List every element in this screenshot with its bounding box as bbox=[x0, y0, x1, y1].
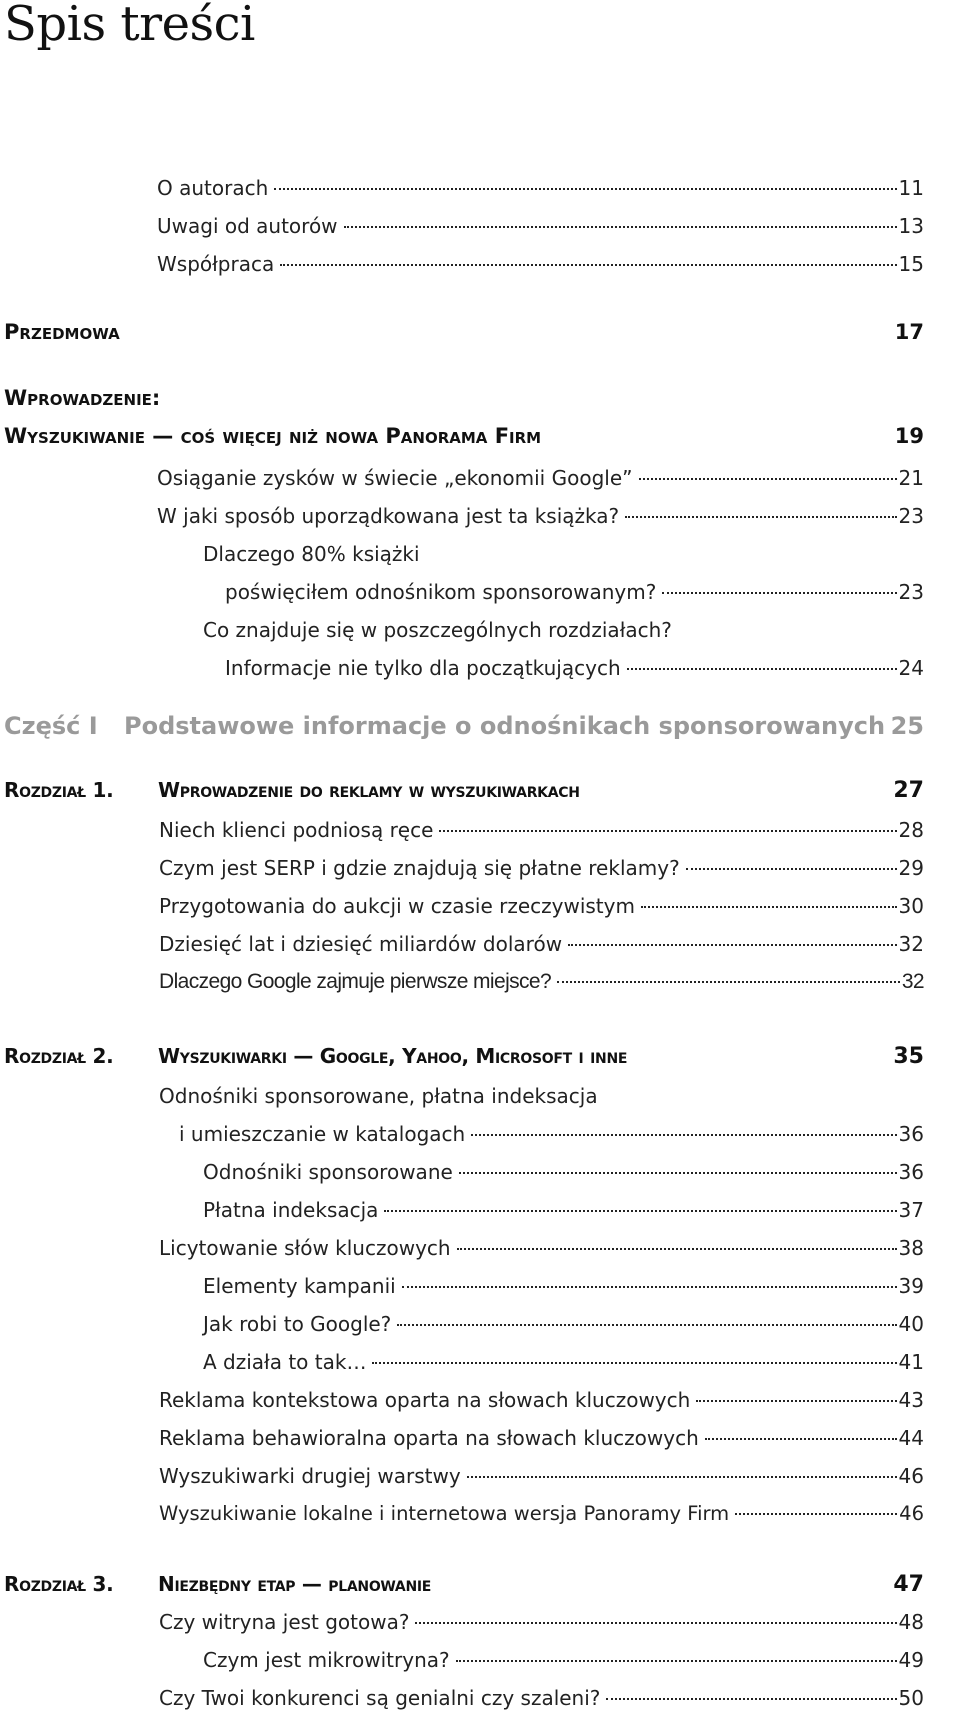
entry-title: Czym jest SERP i gdzie znajdują się płatne reklamy? bbox=[159, 856, 680, 880]
entry-title: Wyszukiwarki drugiej warstwy bbox=[159, 1464, 461, 1488]
entry-title: Licytowanie słów kluczowych bbox=[159, 1236, 451, 1260]
entry-title: Czy witryna jest gotowa? bbox=[159, 1610, 410, 1634]
toc-entry[interactable] bbox=[159, 1498, 924, 1530]
dot-leader bbox=[274, 180, 896, 190]
entry-title: Reklama kontekstowa oparta na słowach kluczowych bbox=[159, 1388, 691, 1412]
entry-title: Płatna indeksacja bbox=[203, 1198, 379, 1222]
part-page: 25 bbox=[890, 712, 924, 740]
entry-page: 13 bbox=[898, 214, 924, 238]
toc-entry[interactable] bbox=[203, 538, 924, 570]
entry-page: 24 bbox=[898, 656, 924, 680]
toc-entry[interactable] bbox=[203, 1194, 924, 1226]
toc-entry[interactable] bbox=[225, 576, 924, 608]
chapter-title: Wprowadzenie do reklamy w wyszukiwarkach bbox=[158, 778, 580, 802]
toc-entry[interactable] bbox=[157, 500, 924, 532]
entry-page: 23 bbox=[898, 504, 924, 528]
dot-leader bbox=[439, 822, 896, 832]
dot-leader bbox=[471, 1126, 896, 1136]
toc-entry[interactable] bbox=[159, 966, 924, 998]
entry-title: Czym jest mikrowitryna? bbox=[203, 1648, 450, 1672]
chapter-label: Rozdział 2. bbox=[4, 1044, 114, 1068]
part-title: Podstawowe informacje o odnośnikach sponsorowanych bbox=[124, 712, 886, 740]
chapter-title: Niezbędny etap — planowanie bbox=[158, 1572, 432, 1596]
toc-entry[interactable] bbox=[159, 1384, 924, 1416]
chapter-label: Rozdział 3. bbox=[4, 1572, 114, 1596]
entry-page: 41 bbox=[898, 1350, 924, 1374]
intro-heading-line2[interactable] bbox=[4, 420, 924, 452]
chapter-page: 27 bbox=[893, 778, 924, 803]
dot-leader bbox=[372, 1354, 896, 1364]
chapter-page: 35 bbox=[893, 1044, 924, 1069]
toc-entry[interactable] bbox=[157, 172, 924, 204]
toc-entry[interactable] bbox=[157, 462, 924, 494]
dot-leader bbox=[662, 584, 896, 594]
toc-entry[interactable] bbox=[203, 1308, 924, 1340]
dot-leader bbox=[344, 218, 897, 228]
toc-entry[interactable] bbox=[203, 1270, 924, 1302]
entry-page: 39 bbox=[898, 1274, 924, 1298]
heading-title: Wprowadzenie: bbox=[4, 386, 161, 410]
entry-page: 49 bbox=[898, 1648, 924, 1672]
entry-page: 50 bbox=[898, 1686, 924, 1710]
preface-heading[interactable] bbox=[4, 316, 924, 348]
dot-leader bbox=[606, 1690, 896, 1700]
dot-leader bbox=[735, 1505, 897, 1515]
toc-entry[interactable] bbox=[159, 928, 924, 960]
chapter-heading[interactable] bbox=[4, 1568, 924, 1600]
entry-title: Co znajduje się w poszczególnych rozdziałach? bbox=[203, 618, 672, 642]
dot-leader bbox=[397, 1316, 896, 1326]
intro-heading-line1[interactable] bbox=[4, 382, 924, 414]
heading-page: 19 bbox=[894, 424, 924, 448]
page-title: Spis treści bbox=[4, 0, 255, 52]
entry-page: 46 bbox=[899, 1502, 924, 1525]
dot-leader bbox=[625, 508, 896, 518]
entry-page: 32 bbox=[898, 932, 924, 956]
entry-title: Uwagi od autorów bbox=[157, 214, 338, 238]
entry-page: 11 bbox=[898, 176, 924, 200]
entry-page: 21 bbox=[898, 466, 924, 490]
dot-leader bbox=[568, 936, 896, 946]
toc-entry[interactable] bbox=[179, 1118, 924, 1150]
heading-title: Wyszukiwanie — coś więcej niż nowa Panorama Firm bbox=[4, 424, 542, 448]
entry-page: 40 bbox=[898, 1312, 924, 1336]
toc-entry[interactable] bbox=[159, 1080, 924, 1112]
toc-entry[interactable] bbox=[159, 1232, 924, 1264]
dot-leader bbox=[467, 1468, 897, 1478]
dot-leader bbox=[459, 1164, 897, 1174]
chapter-page: 47 bbox=[893, 1572, 924, 1597]
toc-entry[interactable] bbox=[159, 1682, 924, 1714]
entry-title: Przygotowania do aukcji w czasie rzeczywistym bbox=[159, 894, 635, 918]
entry-page: 43 bbox=[898, 1388, 924, 1412]
entry-page: 37 bbox=[898, 1198, 924, 1222]
toc-entry[interactable] bbox=[157, 248, 924, 280]
entry-title: W jaki sposób uporządkowana jest ta książka? bbox=[157, 504, 620, 528]
entry-title: poświęciłem odnośnikom sponsorowanym? bbox=[225, 580, 657, 604]
chapter-heading[interactable] bbox=[4, 774, 924, 806]
entry-title: Jak robi to Google? bbox=[203, 1312, 392, 1336]
chapter-title: Wyszukiwarki — Google, Yahoo, Microsoft i inne bbox=[158, 1044, 628, 1068]
chapter-heading[interactable] bbox=[4, 1040, 924, 1072]
entry-title: Osiąganie zysków w świecie „ekonomii Google” bbox=[157, 466, 633, 490]
entry-page: 38 bbox=[898, 1236, 924, 1260]
toc-entry[interactable] bbox=[159, 814, 924, 846]
dot-leader bbox=[457, 1240, 897, 1250]
entry-page: 28 bbox=[898, 818, 924, 842]
part-heading[interactable] bbox=[4, 706, 924, 746]
dot-leader bbox=[384, 1202, 896, 1212]
entry-page: 32 bbox=[901, 970, 924, 993]
toc-entry[interactable] bbox=[225, 652, 924, 684]
entry-page: 48 bbox=[898, 1610, 924, 1634]
dot-leader bbox=[696, 1392, 896, 1402]
toc-entry[interactable] bbox=[203, 1346, 924, 1378]
heading-page: 17 bbox=[894, 320, 924, 344]
entry-title: O autorach bbox=[157, 176, 269, 200]
entry-title: Czy Twoi konkurenci są genialni czy szaleni? bbox=[159, 1686, 601, 1710]
entry-title: Informacje nie tylko dla początkujących bbox=[225, 656, 621, 680]
entry-title: Elementy kampanii bbox=[203, 1274, 396, 1298]
dot-leader bbox=[639, 470, 897, 480]
entry-page: 30 bbox=[898, 894, 924, 918]
dot-leader bbox=[641, 898, 897, 908]
toc-entry[interactable] bbox=[203, 1644, 924, 1676]
entry-title: Reklama behawioralna oparta na słowach kluczowych bbox=[159, 1426, 699, 1450]
entry-page: 44 bbox=[898, 1426, 924, 1450]
entry-page: 36 bbox=[898, 1160, 924, 1184]
entry-title: Wyszukiwanie lokalne i internetowa wersja Panoramy Firm bbox=[159, 1502, 730, 1525]
toc-entry[interactable] bbox=[159, 1460, 924, 1492]
entry-page: 46 bbox=[898, 1464, 924, 1488]
entry-title: Niech klienci podniosą ręce bbox=[159, 818, 434, 842]
entry-page: 23 bbox=[898, 580, 924, 604]
entry-page: 36 bbox=[898, 1122, 924, 1146]
dot-leader bbox=[402, 1278, 897, 1288]
entry-title: A działa to tak… bbox=[203, 1350, 367, 1374]
toc-entry[interactable] bbox=[203, 614, 924, 646]
toc-entry[interactable] bbox=[203, 1156, 924, 1188]
toc-entry[interactable] bbox=[159, 1422, 924, 1454]
entry-title: Odnośniki sponsorowane bbox=[203, 1160, 453, 1184]
entry-title: Odnośniki sponsorowane, płatna indeksacja bbox=[159, 1084, 598, 1108]
part-label: Część I bbox=[4, 712, 98, 740]
toc-entry[interactable] bbox=[159, 1606, 924, 1638]
entry-title: Współpraca bbox=[157, 252, 275, 276]
dot-leader bbox=[415, 1614, 896, 1624]
entry-title: Dlaczego Google zajmuje pierwsze miejsce? bbox=[159, 970, 552, 993]
entry-page: 29 bbox=[898, 856, 924, 880]
toc-entry[interactable] bbox=[159, 890, 924, 922]
dot-leader bbox=[557, 973, 900, 983]
entry-title: Dziesięć lat i dziesięć miliardów dolarów bbox=[159, 932, 563, 956]
dot-leader bbox=[686, 860, 897, 870]
heading-title: Przedmowa bbox=[4, 320, 120, 344]
entry-page: 15 bbox=[898, 252, 924, 276]
dot-leader bbox=[627, 660, 897, 670]
entry-title: Dlaczego 80% książki bbox=[203, 542, 420, 566]
chapter-label: Rozdział 1. bbox=[4, 778, 114, 802]
dot-leader bbox=[705, 1430, 897, 1440]
toc-entry[interactable] bbox=[157, 210, 924, 242]
toc-entry[interactable] bbox=[159, 852, 924, 884]
dot-leader bbox=[280, 256, 896, 266]
dot-leader bbox=[456, 1652, 897, 1662]
entry-title: i umieszczanie w katalogach bbox=[179, 1122, 466, 1146]
